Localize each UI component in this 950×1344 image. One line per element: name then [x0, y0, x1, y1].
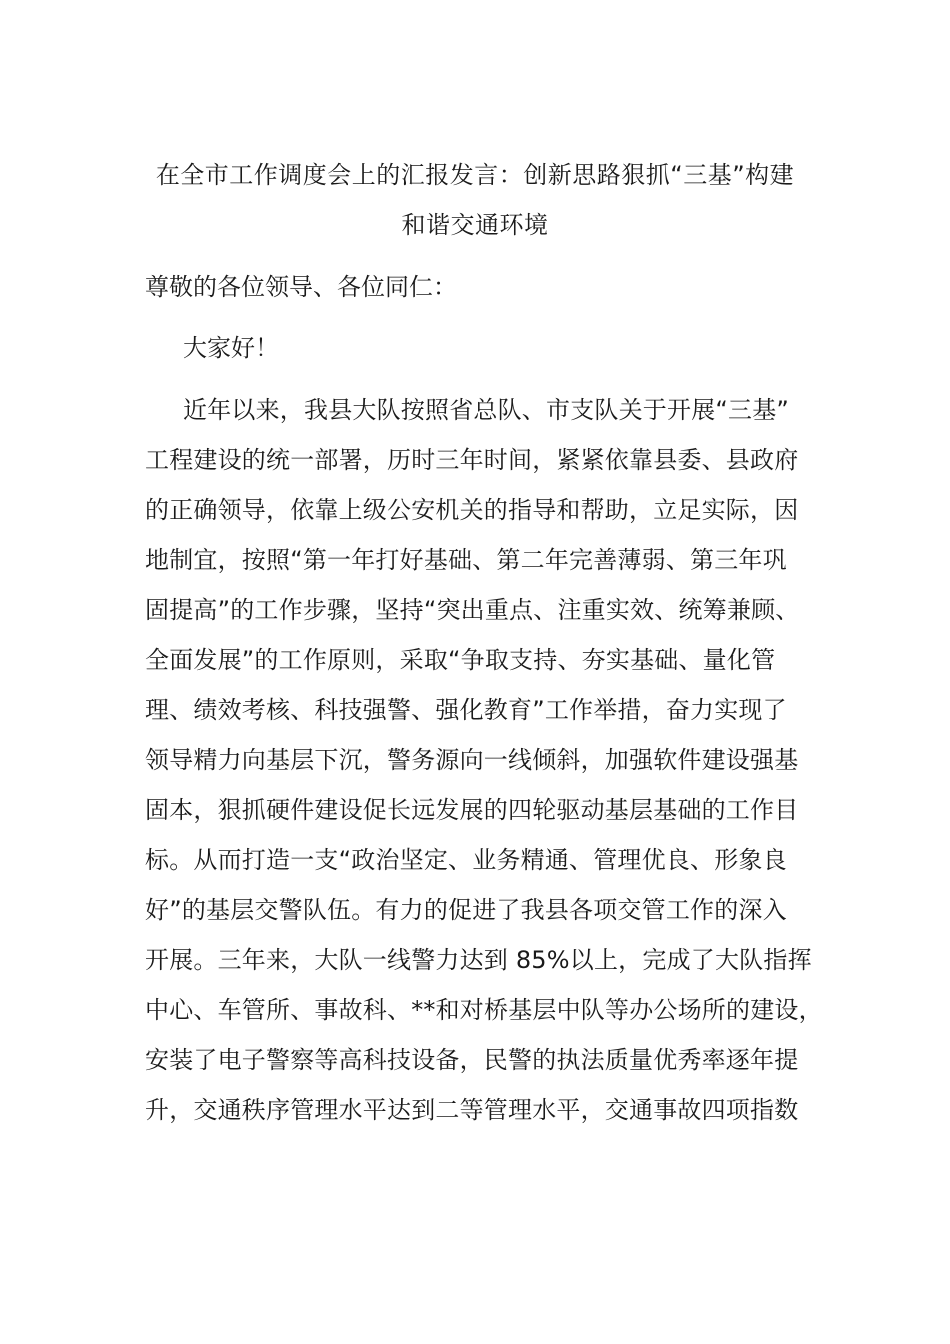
paragraph-line: 固提高”的工作步骤，坚持“突出重点、注重实效、统筹兼顾、 [145, 596, 800, 624]
paragraph-line: 开展。三年来，大队一线警力达到 85%以上，完成了大队指挥 [145, 946, 812, 974]
paragraph-line: 中心、车管所、事故科、**和对桥基层中队等办公场所的建设， [145, 996, 823, 1024]
document-title [145, 150, 805, 250]
title-line-2: 和谐交通环境 [401, 211, 549, 239]
paragraph-line: 工程建设的统一部署，历时三年时间，紧紧依靠县委、县政府 [145, 446, 799, 474]
greeting: 大家好！ [183, 334, 279, 362]
paragraph-line: 的正确领导，依靠上级公安机关的指导和帮助，立足实际，因 [145, 496, 799, 524]
paragraph-line: 领导精力向基层下沉，警务源向一线倾斜，加强软件建设强基 [145, 746, 799, 774]
paragraph-line: 地制宜，按照“第一年打好基础、第二年完善薄弱、第三年巩 [145, 546, 787, 574]
paragraph-line: 全面发展”的工作原则，采取“争取支持、夯实基础、量化管 [145, 646, 776, 674]
body-paragraph [145, 385, 825, 1135]
title-line-1: 在全市工作调度会上的汇报发言：创新思路狠抓“三基”构建 [155, 161, 795, 189]
paragraph-line: 固本，狠抓硬件建设促长远发展的四轮驱动基层基础的工作目 [145, 796, 799, 824]
paragraph-line: 近年以来，我县大队按照省总队、市支队关于开展“三基” [183, 396, 790, 424]
paragraph-line: 标。从而打造一支“政治坚定、业务精通、管理优良、形象良 [145, 846, 787, 874]
paragraph-line: 安装了电子警察等高科技设备，民警的执法质量优秀率逐年提 [145, 1046, 799, 1074]
salutation: 尊敬的各位领导、各位同仁： [145, 273, 457, 301]
paragraph-line: 理、绩效考核、科技强警、强化教育”工作举措，奋力实现了 [145, 696, 787, 724]
paragraph-line: 好”的基层交警队伍。有力的促进了我县各项交管工作的深入 [145, 896, 787, 924]
paragraph-line: 升，交通秩序管理水平达到二等管理水平，交通事故四项指数 [145, 1096, 799, 1124]
